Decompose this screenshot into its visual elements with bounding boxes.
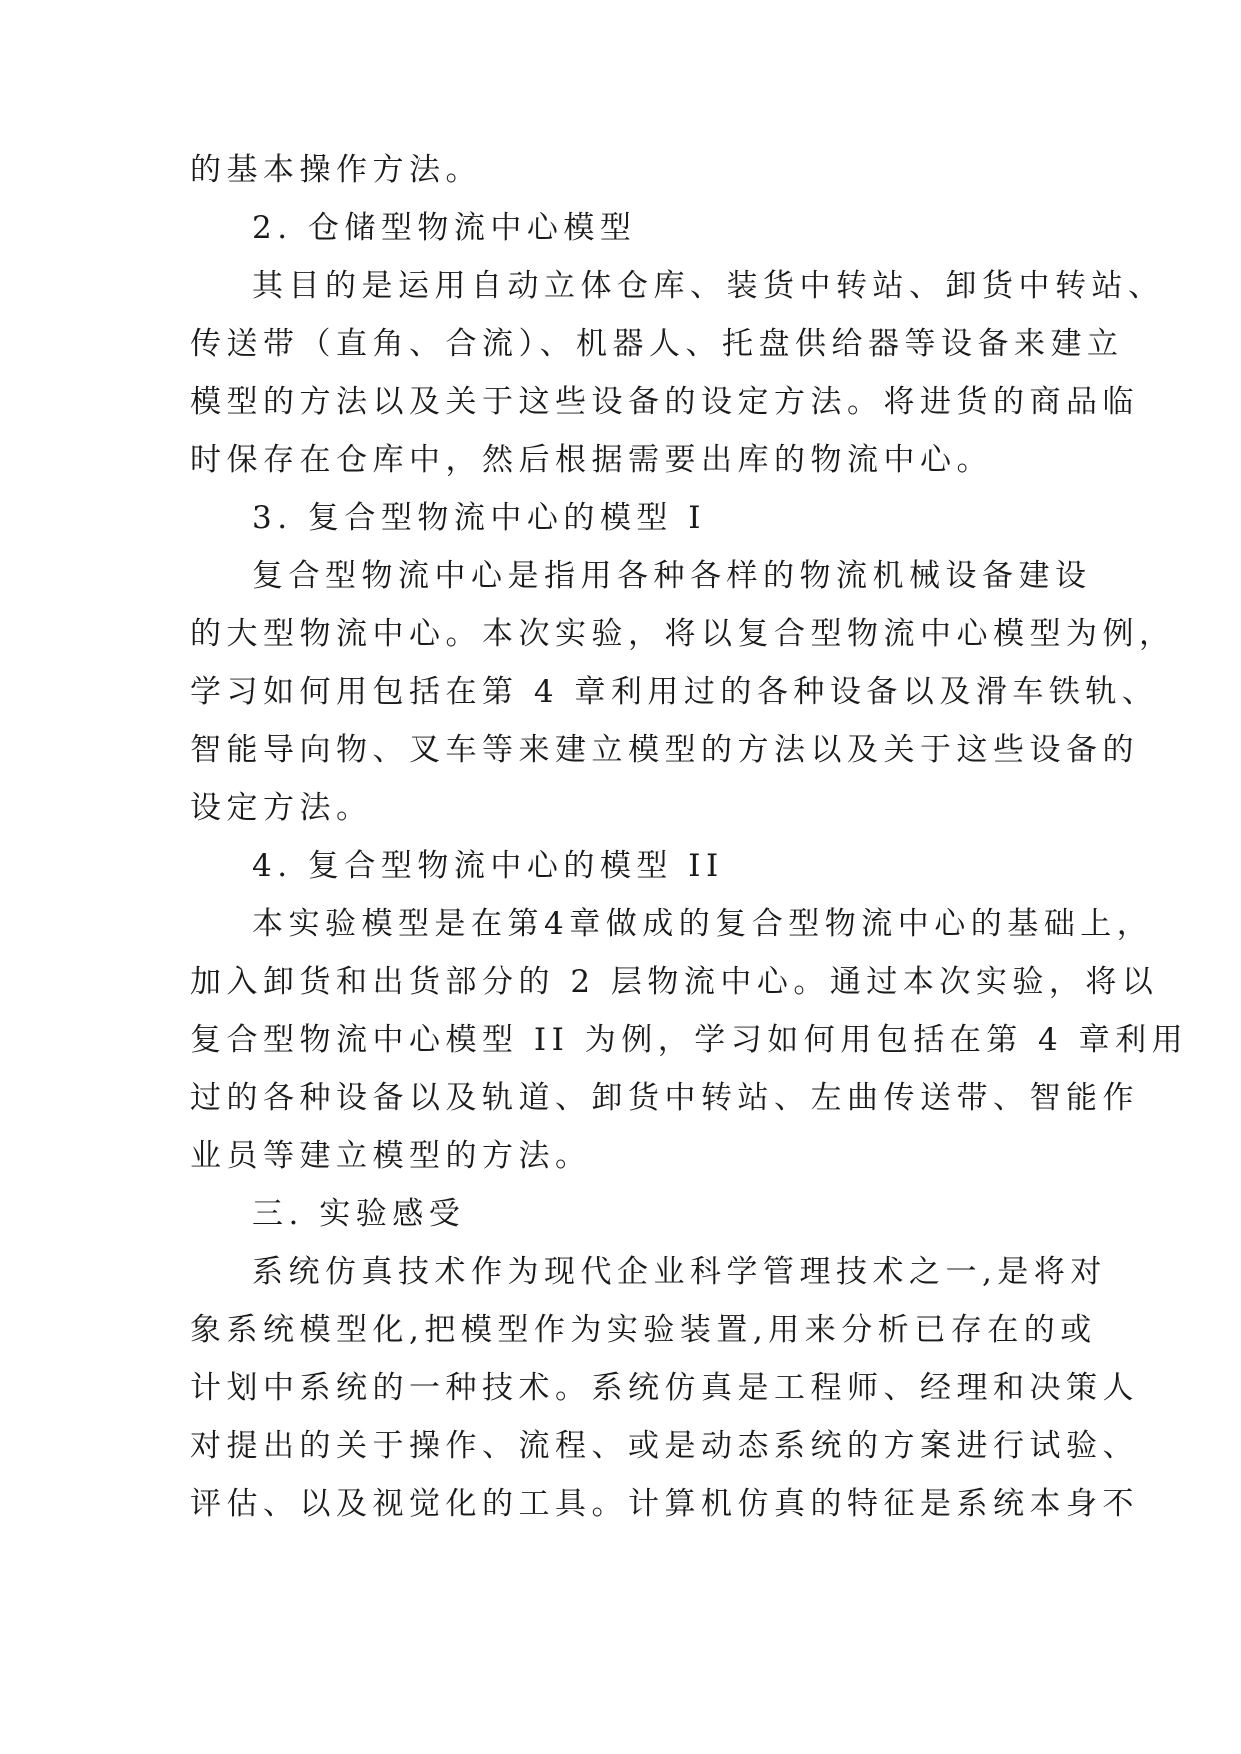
paragraph-line: 学习如何用包括在第 4 章利用过的各种设备以及滑车铁轨、 [190, 674, 1159, 710]
paragraph-line: 象系统模型化,把模型作为实验装置,用来分析已存在的或 [190, 1312, 1097, 1348]
paragraph-line: 其目的是运用自动立体仓库、装货中转站、卸货中转站、 [252, 268, 1165, 304]
paragraph-line: 的大型物流中心。本次实验，将以复合型物流中心模型为例， [190, 616, 1176, 652]
paragraph-line: 评估、以及视觉化的工具。计算机仿真的特征是系统本身不 [190, 1486, 1139, 1522]
section-heading-three: 三. 实验感受 [252, 1196, 466, 1232]
paragraph-line: 复合型物流中心模型 II 为例，学习如何用包括在第 4 章利用 [190, 1022, 1189, 1058]
paragraph-line: 时保存在仓库中，然后根据需要出库的物流中心。 [190, 442, 993, 478]
paragraph-line: 模型的方法以及关于这些设备的设定方法。将进货的商品临 [190, 384, 1139, 420]
paragraph-line: 系统仿真技术作为现代企业科学管理技术之一,是将对 [252, 1254, 1107, 1290]
paragraph-line: 复合型物流中心是指用各种各样的物流机械设备建设 [252, 558, 1092, 594]
paragraph-line: 对提出的关于操作、流程、或是动态系统的方案进行试验、 [190, 1428, 1139, 1464]
paragraph-line: 智能导向物、叉车等来建立模型的方法以及关于这些设备的 [190, 732, 1139, 768]
paragraph-line: 本实验模型是在第4章做成的复合型物流中心的基础上， [252, 906, 1154, 942]
section-heading-2: 2. 仓储型物流中心模型 [252, 210, 637, 246]
paragraph-line: 加入卸货和出货部分的 2 层物流中心。通过本次实验，将以 [190, 964, 1159, 1000]
section-heading-3: 3. 复合型物流中心的模型 I [252, 500, 707, 536]
paragraph-line: 传送带（直角、合流）、机器人、托盘供给器等设备来建立 [190, 326, 1124, 362]
paragraph-line: 设定方法。 [190, 790, 373, 826]
paragraph-line: 业员等建立模型的方法。 [190, 1138, 592, 1174]
paragraph-line: 计划中系统的一种技术。系统仿真是工程师、经理和决策人 [190, 1370, 1139, 1406]
paragraph-line: 过的各种设备以及轨道、卸货中转站、左曲传送带、智能作 [190, 1080, 1139, 1116]
section-heading-4: 4. 复合型物流中心的模型 II [252, 848, 724, 884]
paragraph-line: 的基本操作方法。 [190, 152, 482, 188]
